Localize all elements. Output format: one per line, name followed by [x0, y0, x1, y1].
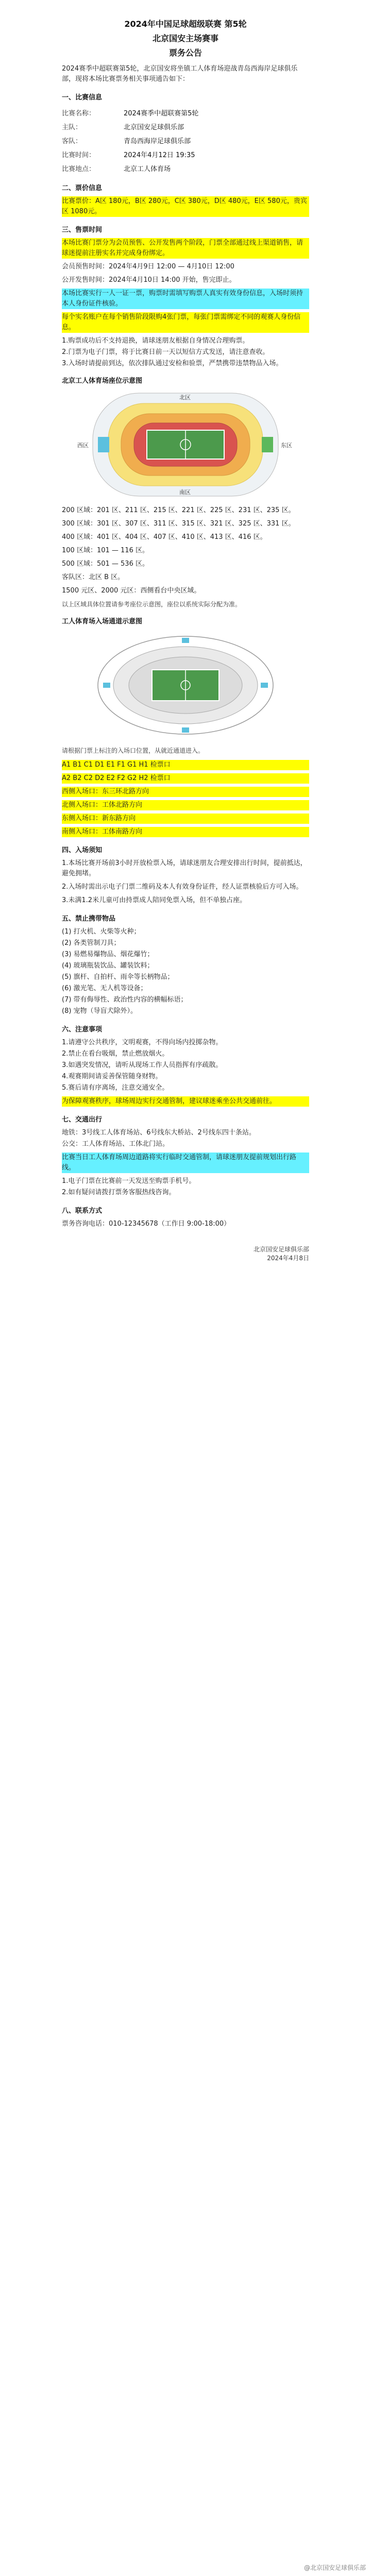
gate-marker — [103, 683, 110, 688]
match-info-value: 2024赛季中超联赛第5轮 — [124, 110, 199, 117]
match-info-value: 北京国安足球俱乐部 — [124, 124, 184, 131]
map2-title: 工人体育场入场通道示意图 — [62, 618, 143, 625]
final-blue-highlight: 比赛当日工人体育场周边道路将实行临时交通管制，请球迷朋友提前规划出行路线。 — [62, 1153, 309, 1173]
final-list — [62, 1176, 309, 1198]
match-info-label: 比赛地点： — [62, 165, 96, 173]
notice-item: 5.赛后请有序离场，注意交通安全。 — [62, 1084, 169, 1092]
ticket-price-paragraph: 比赛票价：A区 180元，B区 280元，C区 380元，D区 480元，E区 580元，贵宾区 1080元。 — [62, 196, 309, 217]
contact-line: 票务咨询电话：010-12345678（工作日 9:00-18:00） — [62, 1220, 231, 1228]
sales-line-public: 公开发售时间：2024年4月10日 14:00 开始，售完即止。 — [62, 276, 236, 284]
transport-item: 地铁：3号线工人体育场站、6号线东大桥站、2号线东四十条站。 — [62, 1129, 256, 1137]
gate-marker — [182, 638, 189, 643]
gate-marker — [182, 727, 189, 733]
zone-line: 100 区域：101 — 116 区。 — [62, 547, 149, 554]
map1-title: 北京工人体育场座位示意图 — [62, 377, 143, 385]
gate-line: A2 B2 C2 D2 E2 F2 G2 H2 检票口 — [62, 773, 309, 784]
forbidden-item: (8) 宠物（导盲犬除外）。 — [62, 1007, 138, 1015]
rules-list — [62, 336, 309, 369]
zone-east-block — [262, 437, 273, 452]
entry-item: 1.本场比赛开场前3小时开放检票入场，请球迷朋友合理安排出行时间，提前抵达，避免拥堵。 — [62, 859, 307, 877]
footer-date: 2024年4月8日 — [267, 1255, 309, 1262]
section-title-contact: 八、联系方式 — [62, 1207, 103, 1215]
gate-line: 北侧入场口：工体北路方向 — [62, 800, 309, 810]
forbidden-item: (5) 旗杆、自拍杆、雨伞等长柄物品； — [62, 973, 174, 981]
rule-item: 2.门票为电子门票，将于比赛日前一天以短信方式发送，请注意查收。 — [62, 348, 269, 356]
section-title-entry: 四、入场须知 — [62, 846, 103, 854]
forbidden-list — [62, 927, 309, 1016]
section-title-notice: 六、注意事项 — [62, 1026, 103, 1033]
footer — [62, 1245, 309, 1262]
seat-map-1-svg — [62, 388, 309, 501]
zone-line: 300 区域：301 区、307 区、311 区、315 区、321 区、325 区、331 区。 — [62, 520, 295, 528]
transport-list — [62, 1128, 309, 1149]
match-info-label: 比赛时间： — [62, 151, 96, 159]
notice-item: 2.禁止在看台吸烟，禁止燃放烟火。 — [62, 1050, 169, 1058]
forbidden-item: (4) 玻璃瓶装饮品、罐装饮料； — [62, 962, 154, 970]
map1-label-north: 北区 — [179, 394, 191, 401]
match-info-value: 北京工人体育场 — [124, 165, 171, 173]
match-info-label: 客队： — [62, 138, 82, 145]
notice-highlight: 为保障观赛秩序，球场周边实行交通管制，建议球迷乘坐公共交通前往。 — [62, 1096, 309, 1107]
zone-lines-note: 以上区域具体位置请参考座位示意图，座位以系统实际分配为准。 — [62, 601, 242, 608]
doc-title-line3: 票务公告 — [168, 48, 202, 58]
gate-line: 东侧入场口：新东路方向 — [62, 814, 309, 824]
match-info-row — [62, 161, 309, 175]
zone-line: 500 区域：501 — 536 区。 — [62, 560, 149, 568]
rule-item: 3.入场时请提前到达，依次排队通过安检和验票，严禁携带违禁物品入场。 — [62, 360, 283, 367]
zone-lines — [62, 505, 309, 609]
match-info-value: 2024年4月12日 19:35 — [124, 151, 195, 159]
final-item: 2.如有疑问请拨打票务客服热线咨询。 — [62, 1189, 176, 1196]
zone-line: 200 区域：201 区、211 区、215 区、221 区、225 区、231 区、235 区。 — [62, 506, 295, 514]
map2-caption: 请根据门票上标注的入场口位置，从就近通道进入。 — [62, 747, 205, 754]
match-info-label: 主队： — [62, 124, 82, 131]
zone-line: 客队区：北区 B 区。 — [62, 573, 125, 581]
sales-rule-blue-highlight: 本场比赛实行一人一证一票，购票时需填写购票人真实有效身份信息，入场时须持本人身份证件核验。 — [62, 289, 309, 309]
match-info-label: 比赛名称： — [62, 110, 96, 117]
entry-item: 3.未满1.2米儿童可由持票成人陪同免票入场，但不单独占座。 — [62, 896, 247, 904]
seat-map-1 — [62, 388, 309, 501]
doc-title-line2: 北京国安主场赛事 — [152, 33, 218, 43]
sales-rule-yellow-highlight: 每个实名账户在每个销售阶段限购4张门票，每张门票需绑定不同的观赛人身份信息。 — [62, 312, 309, 333]
forbidden-item: (1) 打火机、火柴等火种； — [62, 928, 141, 936]
forbidden-item: (2) 各类管制刀具； — [62, 939, 121, 947]
section-title-forbidden: 五、禁止携带物品 — [62, 915, 116, 923]
sales-note-highlight: 本场比赛门票分为会员预售、公开发售两个阶段，门票全部通过线上渠道销售，请球迷提前注册实名并完成身份绑定。 — [62, 238, 309, 259]
notice-item: 1.请遵守公共秩序，文明观赛，不得向场内投掷杂物。 — [62, 1039, 223, 1046]
intro-paragraph: 2024赛季中超联赛第5轮，北京国安将坐镇工人体育场迎战青岛西海岸足球俱乐部，现将本场比赛票务相关事项通告如下： — [62, 65, 298, 83]
match-info-table — [62, 106, 309, 175]
doc-title-line1: 2024年中国足球超级联赛 第5轮 — [124, 19, 247, 29]
document — [62, 19, 309, 1262]
gate-line: 南侧入场口：工体南路方向 — [62, 827, 309, 837]
match-info-row — [62, 133, 309, 147]
final-item: 1.电子门票在比赛前一天发送至购票手机号。 — [62, 1177, 196, 1185]
gate-marker — [261, 683, 268, 688]
transport-item: 公交：工人体育场站、工体北门站。 — [62, 1140, 170, 1148]
rule-item: 1.购票成功后不支持退换，请球迷朋友根据自身情况合理购票。 — [62, 337, 249, 345]
section-title-sales: 三、售票时间 — [62, 226, 103, 234]
forbidden-item: (6) 激光笔、无人机等设备； — [62, 985, 147, 992]
seat-map-2-svg — [62, 629, 309, 742]
zone-line: 400 区域：401 区、404 区、407 区、410 区、413 区、416 区。 — [62, 533, 267, 541]
forbidden-item: (7) 带有侮辱性、政治性内容的横幅标语； — [62, 996, 188, 1004]
section-title-transport: 七、交通出行 — [62, 1116, 103, 1124]
match-info-row — [62, 147, 309, 161]
gate-list — [62, 760, 309, 837]
section-title-ticket-price: 二、票价信息 — [62, 184, 103, 192]
map1-label-south: 南区 — [179, 489, 191, 496]
notice-item: 4.观赛期间请妥善保管随身财物。 — [62, 1073, 162, 1080]
zone-west-block — [98, 437, 109, 452]
map1-label-west: 西区 — [77, 442, 89, 449]
sales-line-presale: 会员预售时间：2024年4月9日 12:00 — 4月10日 12:00 — [62, 263, 234, 270]
section-title-match-info: 一、比赛信息 — [62, 94, 103, 101]
match-info-row — [62, 106, 309, 120]
gate-line: 西侧入场口：东三环北路方向 — [62, 787, 309, 797]
notice-list — [62, 1038, 309, 1093]
entry-item: 2.入场时需出示电子门票二维码及本人有效身份证件，经人证票核验后方可入场。 — [62, 883, 303, 891]
footer-org: 北京国安足球俱乐部 — [253, 1246, 309, 1253]
match-info-row — [62, 120, 309, 133]
map1-label-east: 东区 — [281, 442, 292, 449]
zone-line: 1500 元区、2000 元区：西侧看台中央区域。 — [62, 587, 201, 595]
page — [0, 0, 371, 1283]
notice-item: 3.如遇突发情况，请听从现场工作人员指挥有序疏散。 — [62, 1061, 223, 1069]
gate-line: A1 B1 C1 D1 E1 F1 G1 H1 检票口 — [62, 760, 309, 770]
forbidden-item: (3) 易燃易爆物品、烟花爆竹； — [62, 951, 154, 958]
match-info-value: 青岛西海岸足球俱乐部 — [124, 138, 191, 145]
watermark: @北京国安足球俱乐部 — [303, 2564, 366, 2571]
seat-map-2 — [62, 629, 309, 742]
